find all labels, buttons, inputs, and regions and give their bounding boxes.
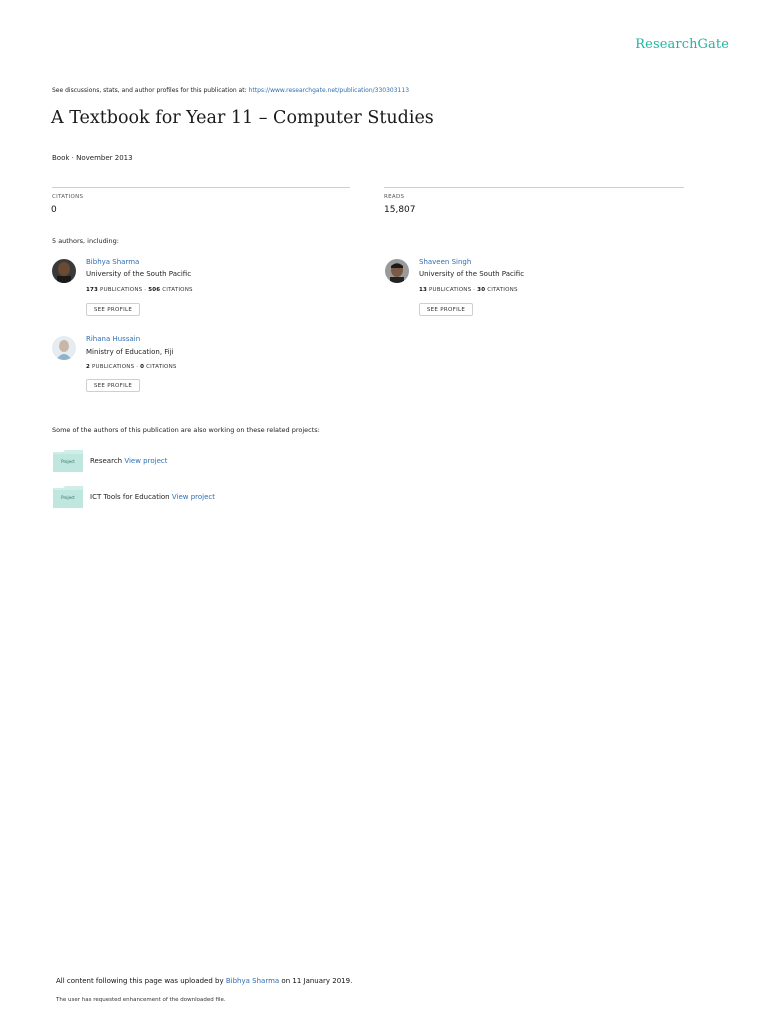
related-projects-header: Some of the authors of this publication are also working on these related projects:: [52, 426, 320, 434]
upload-prefix: All content following this page was uploaded by: [56, 977, 224, 985]
view-project-link[interactable]: View project: [124, 457, 168, 465]
author-stats: 173 PUBLICATIONS · 506 CITATIONS: [86, 287, 193, 293]
see-profile-button[interactable]: SEE PROFILE: [86, 379, 140, 392]
see-profile-button[interactable]: SEE PROFILE: [419, 303, 473, 316]
author-publication-count: 13: [419, 287, 428, 293]
discussion-prefix: See discussions, stats, and author profiles for this publication at:: [52, 87, 247, 94]
project-row: [90, 457, 167, 465]
publication-meta: Book · November 2013: [52, 154, 133, 162]
discussion-line: [52, 87, 409, 94]
citations-value: 0: [51, 205, 57, 215]
author-publication-count: 2: [86, 364, 91, 370]
author-citations-label: CITATIONS: [162, 287, 193, 293]
publication-url-link[interactable]: https://www.researchgate.net/publication/330303113: [248, 87, 410, 94]
author-institution: Ministry of Education, Fiji: [86, 348, 174, 356]
reads-divider: [384, 187, 684, 188]
publication-title: A Textbook for Year 11 – Computer Studies: [51, 108, 434, 128]
project-folder-icon: [53, 486, 83, 508]
citations-divider: [52, 187, 350, 188]
reads-value: 15,807: [384, 205, 416, 215]
author-citation-count: 0: [140, 364, 145, 370]
author-name-link[interactable]: Shaveen Singh: [419, 258, 472, 266]
author-avatar[interactable]: [385, 259, 409, 283]
author-citation-count: 30: [477, 287, 486, 293]
author-institution: University of the South Pacific: [419, 270, 525, 278]
upload-note: [56, 977, 352, 985]
citations-label: CITATIONS: [52, 194, 84, 200]
author-publication-count: 173: [86, 287, 99, 293]
author-citation-count: 506: [148, 287, 161, 293]
project-folder-icon: [53, 450, 83, 472]
enhancement-note: The user has requested enhancement of the downloaded file.: [56, 997, 226, 1003]
project-folder-label: Project: [61, 495, 75, 500]
project-row: [90, 493, 215, 501]
upload-suffix: on 11 January 2019.: [281, 977, 353, 985]
author-avatar[interactable]: [52, 336, 76, 360]
author-stats: 2 PUBLICATIONS · 0 CITATIONS: [86, 364, 177, 370]
project-folder-label: Project: [61, 459, 75, 464]
project-name: ICT Tools for Education: [90, 493, 170, 501]
author-stats: 13 PUBLICATIONS · 30 CITATIONS: [419, 287, 518, 293]
author-publications-label: PUBLICATIONS: [91, 364, 135, 370]
author-name-link[interactable]: Bibhya Sharma: [86, 258, 140, 266]
uploader-link[interactable]: Bibhya Sharma: [225, 977, 280, 985]
author-name-link[interactable]: Rihana Hussain: [86, 335, 141, 343]
author-avatar[interactable]: [52, 259, 76, 283]
author-institution: University of the South Pacific: [86, 270, 192, 278]
author-publications-label: PUBLICATIONS: [100, 287, 143, 293]
researchgate-logo[interactable]: ResearchGate: [635, 37, 729, 52]
author-publications-label: PUBLICATIONS: [429, 287, 472, 293]
see-profile-button[interactable]: SEE PROFILE: [86, 303, 140, 316]
project-name: Research: [90, 457, 123, 465]
reads-label: READS: [384, 194, 405, 200]
view-project-link[interactable]: View project: [171, 493, 215, 501]
authors-header: 5 authors, including:: [52, 237, 119, 245]
author-citations-label: CITATIONS: [487, 287, 518, 293]
author-citations-label: CITATIONS: [146, 364, 177, 370]
